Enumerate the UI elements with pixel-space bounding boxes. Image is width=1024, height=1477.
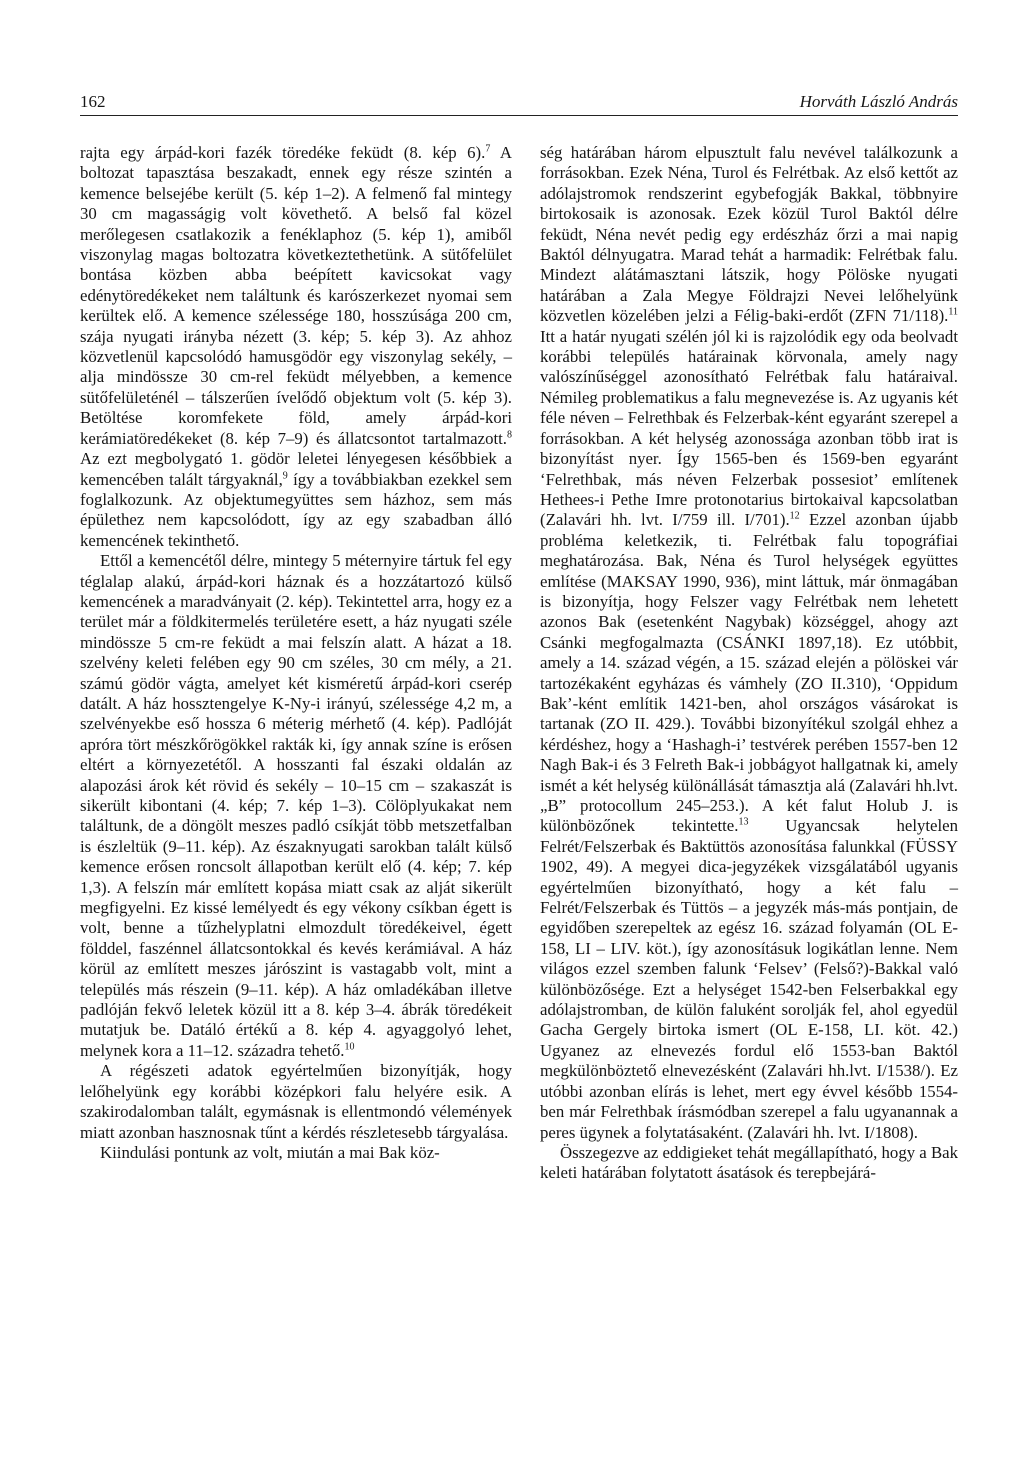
- paragraph: [80, 143, 512, 551]
- text-run: Az ezt megbolygató 1. gödör leletei lényegesen későbbiek a kemencében talált tárgyaknál,: [80, 449, 512, 489]
- left-column: [80, 143, 512, 1163]
- paragraph: [540, 143, 958, 1143]
- footnote-ref: 7: [485, 143, 491, 155]
- paragraph: Kiindulási pontunk az volt, miután a mai Bak köz-: [100, 1142, 440, 1162]
- text-run: rajta egy árpád-kori fazék töredéke feküdt (8. kép 6).: [80, 143, 486, 162]
- paragraph: A régészeti adatok egyértelműen bizonyítják, hogy lelőhelyünk egy korábbi középkori falu helyére esik. A szakirodalomban talált, egymásnak is ellentmondó vélemények miatt azonban hasznosnak tűnt a kérdés részletesebb tárgyalása.: [80, 1061, 512, 1142]
- footnote-ref: 8: [507, 429, 512, 441]
- footnote-ref: 11: [948, 306, 958, 318]
- footnote-ref: 9: [282, 469, 288, 481]
- footnote-ref: 10: [344, 1041, 355, 1053]
- text-run: Ugyancsak helytelen Felrét/Felszerbak és Baktüttös azonosítása falunkkal (FÜSSY 1902, 49). A megyei dica-jegyzékek vizsgálatából ugyanis egyértelműen bizonyítható, hogy a két falu – Felrét/Felszerbak és Tüttös – a jegyzék más-más pontjain, de egyidőben szerepeltek az egész 16. század folyamán (OL E-158, LI – LIV. köt.), így azonosításuk logikátlan lenne. Nem világos ezzel szemben falunk ‘Felsev’ (Felső?)-Bakkal való különbözősége. Ezt a helységet 1542-ben Felserbakkal egy adólajstromban, de külön faluként sorolják fel, ahol egyedül Gacha Gergely birtoka ismert (OL E-158, LI. köt. 42.) Ugyanez az elnevezés fordul elő 1553-ban Baktól megkülönböztető elnevezésként (Zalavári hh.lvt. I/1538/). Ez utóbbi azonban elírás is lehet, mert egy évvel később 1554-ben már Felrethbak írásmódban szerepel a falu ugyanannak a peres ügynek a folytatásaként. (Zalavári hh. lvt. I/1808).: [540, 816, 958, 1142]
- paragraph: Összegezve az eddigieket tehát megállapítható, hogy a Bak keleti határában folytatott ásatások és terepbejárá-: [540, 1142, 958, 1183]
- text-run: A boltozat tapasztása beszakadt, ennek egy része szintén a kemence belsejébe került (5. kép 1–2). A felmenő fal mintegy 30 cm magasságig volt követhető. A belső fal közel merőlegesen csatlakozik a fenéklaphoz (5. kép 1), amiből viszonylag magas boltozatra következtethetünk. A sütőfelület bontása közben abba beépített kavicsokat vagy edénytöredékeket nem találtunk és karószerkezet nyomai sem kerültek elő. A kemence szélessége 180, hosszúsága 200 cm, szája nyugati irányba nézett (3. kép; 5. kép 3). Az ahhoz közvetlenül kapcsolódó hamusgödör egy viszonylag sekély, – alja mindössze 30 cm-rel feküdt mélyebben, a kemence sütőfelületénél – tálszerűen ívelődő objektum volt (5. kép 3). Betöltése koromfekete föld, amely árpád-kori kerámiatöredékeket (8. kép 7–9) és állatcsontot tartalmazott.: [80, 143, 513, 448]
- text-run: Ezzel azonban újabb probléma keletkezik, ti. Felrétbak falu topográfiai meghatározása. Bak, Néna és Turol helységek együttes említése (MAKSAY 1990, 936), mint láttuk, már önmagában is bizonyítja, hogy Felszer vagy Felrétbak nem lehetett azonos Bak (esetenként Nagybak) községgel, ahogy azt Csánki megfogalmazta (CSÁNKI 1897,18). Ez utóbbit, amely a 14. század végén, a 15. század elején a pölöskei vár tartozékaként egyházas és vámhely (ZO II.310), ‘Oppidum Bak’-ként említik 1421-ben, ahol országos vásárokat is tartanak (ZO II. 429.). További bizonyítékul szolgál ehhez a kérdéshez, hogy a ‘Hashagh-i’ testvérek perében 1557-ben 12 Nagh Bak-i és 3 Felreth Bak-i jobbágyot hallgatnak ki, amely ismét a két helység különállását támasztja alá (Zalavári hh.lvt. „B” protocollum 245–253.). A két falut Holub J. is különbözőnek tekintette.: [540, 510, 958, 836]
- footnote-ref: 12: [789, 510, 800, 522]
- text-run: így a továbbiakban ezekkel sem foglalkozunk. Az objektumegyüttes sem házhoz, sem más épülethez nem kapcsolódott, így az egy szabadban álló kemencének tekinthető.: [80, 469, 512, 550]
- text-run: Itt a határ nyugati szélén jól ki is rajzolódik egy oda beolvadt korábbi település határainak körvonala, amely nagy valószínűséggel azonosítható Felrétbak falu határaival. Némileg problematikus a falu megnevezése is. Az ugyanis két féle néven – Felrethbak és Felzerbak-ként egyaránt szerepel a forrásokban. A két helység azonossága azonban több irat is bizonyítást nyer. Így 1565-ben és 1569-ben egyaránt ‘Felrethbak, más néven Felzerbak possesiot’ említenek Hethees-i Pethe Imre protonotarius birtokaival kapcsolatban (Zalavári hh. lvt. I/759 ill. I/701).: [540, 326, 958, 530]
- text-run: Ettől a kemencétől délre, mintegy 5 méternyire tártuk fel egy téglalap alakú, árpád-kori háznak és a hozzátartozó külső kemencének a maradványait (2. kép). Tekintettel arra, hogy ez a terület már a földkitermelés területére esett, a ház nyugati széle mindössze 5 cm-re feküdt a mai felszín alatt. A házat a 18. szelvény keleti felében egy 90 cm széles, 30 cm mély, a 21. számú gödör vágta, amelyet két kisméretű árpád-kori cserép datált. A ház hossztengelye K-Ny-i irányú, szélessége 4,2 m, a szelvényekbe eső hossza 6 méterig mérhető (4. kép). Padlóját apróra tört mészkőrögökkel rakták ki, így annak színe is erősen eltért a környezetétől. A hosszanti fal északi oldalán az alapozási árok két rövid és sekély – 10–15 cm – szakaszát is sikerült kibontani (4. kép; 7. kép 1–3). Cölöplyukakat nem találtunk, de a döngölt meszes padló csíkját több metszetfalban is észleltük (9–11. kép). Az északnyugati sarokban talált külső kemence erősen roncsolt állapotban került elő (4. kép; 7. kép 1,3). A felszín már említett kopása miatt csak az alját sikerült megfigyelni. Ez kissé lemélyedt és egy vékony csíkban égett is volt, benne a tűzhelyplatni elmozdult töredékeivel, égett földdel, faszénnel állatcsontokkal és kevés kerámiával. A ház körül az említett meszes járószint is vastagabb volt, mint a település más részein (9–11. kép). A ház omladékában illetve padlóján fekvő leletek közül itt a 8. kép 3–4. ábrák töredékeit mutatjuk be. Datáló értékű a 8. kép 4. agyaggolyó lehet, melynek kora a 11–12. századra tehető.: [80, 551, 512, 1060]
- text-run: ség határában három elpusztult falu nevével találkozunk a forrásokban. Ezek Néna, Turol és Felrétbak. Az első kettőt az adólajstromok rendszerint egybefogják Bakkal, többnyire birtokosaik is azonosak. Ezek közül Turol Baktól délre feküdt, Néna nevét pedig egy erdészház őrzi a mai napig Baktól délnyugatra. Marad tehát a harmadik: Felrétbak falu. Mindezt alátámasztani látszik, hogy Pölöske nyugati határában a Zala Megye Földrajzi Nevei lelőhelyünk közvetlen közelében jelzi a Félig-baki-erdőt (ZFN 71/118).: [540, 143, 958, 326]
- running-head-author: Horváth László András: [799, 92, 958, 111]
- page-number: 162: [80, 92, 106, 111]
- footnote-ref: 13: [738, 816, 749, 828]
- header-rule: [80, 115, 958, 116]
- right-column: [540, 143, 958, 1184]
- paragraph: [80, 551, 512, 1061]
